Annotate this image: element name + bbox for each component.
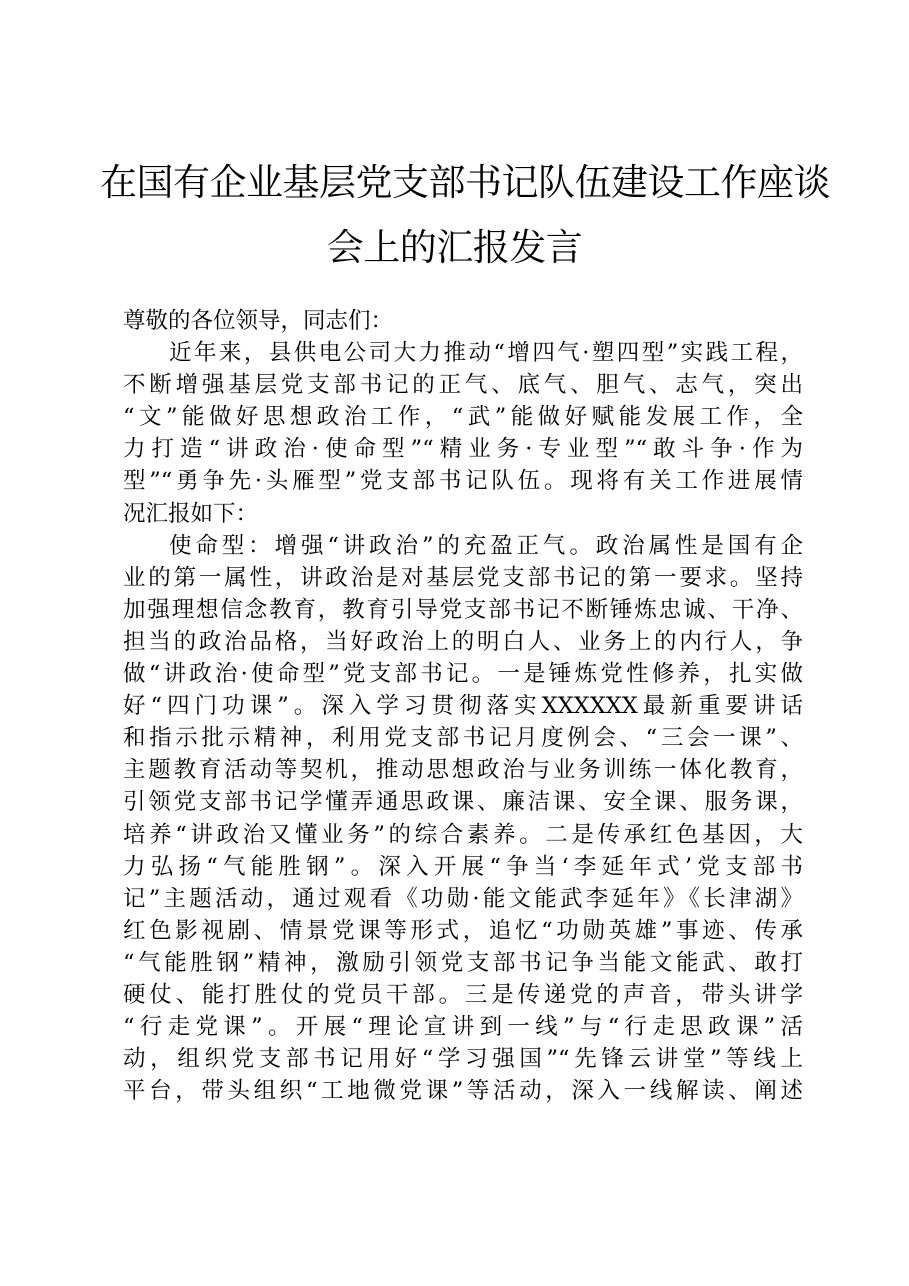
paragraph-2-line-16: “行走党课”。开展“理论宣讲到一线”与“行走思政课”活 [123, 1014, 803, 1041]
paragraph-2-line-18: 平台，带头组织“工地微党课”等活动，深入一线解读、阐述 [123, 1078, 803, 1105]
paragraph-2-line-17: 动，组织党支部书记用好“学习强国”“先锋云讲堂”等线上 [123, 1046, 803, 1073]
paragraph-2-line-8: 主题教育活动等契机，推动思想政治与业务训练一体化教育， [123, 757, 803, 784]
paragraph-2-line-9: 引领党支部书记学懂弄通思政课、廉洁课、安全课、服务课， [123, 789, 803, 816]
paragraph-2-line-13: 红色影视剧、情景党课等形式，追忆“功勋英雄”事迹、传承 [123, 917, 803, 944]
paragraph-1-line-6: 况汇报如下： [123, 500, 259, 527]
paragraph-2-line-4: 担当的政治品格，当好政治上的明白人、业务上的内行人，争 [123, 628, 803, 655]
paragraph-2-line-14: “气能胜钢”精神，激励引领党支部书记争当能文能武、敢打 [123, 949, 803, 976]
paragraph-2-line-5: 做“讲政治·使命型”党支部书记。一是锤炼党性修养，扎实做 [123, 661, 803, 688]
paragraph-1-line-2: 不断增强基层党支部书记的正气、底气、胆气、志气，突出 [123, 372, 803, 399]
document-title-line-1: 在国有企业基层党支部书记队伍建设工作座谈 [100, 161, 830, 204]
paragraph-2-line-10: 培养“讲政治又懂业务”的综合素养。二是传承红色基因，大 [123, 821, 803, 848]
paragraph-1-line-4: 力打造“讲政治·使命型”“精业务·专业型”“敢斗争·作为 [123, 436, 803, 463]
paragraph-2-line-12: 记”主题活动，通过观看《功勋·能文能武李延年》《长津湖》 [123, 885, 803, 912]
paragraph-2-line-3: 加强理想信念教育，教育引导党支部书记不断锤炼忠诚、干净、 [123, 596, 803, 623]
document-title-line-2: 会上的汇报发言 [326, 226, 583, 269]
paragraph-2-line-6: 好“四门功课”。深入学习贯彻落实XXXXXX最新重要讲话 [123, 693, 803, 720]
paragraph-2-line-11: 力弘扬“气能胜钢”。深入开展“争当‘李延年式’党支部书 [123, 853, 803, 880]
document-body [123, 305, 813, 1107]
paragraph-2-line-7: 和指示批示精神，利用党支部书记月度例会、“三会一课”、 [123, 725, 803, 752]
salutation: 尊敬的各位领导，同志们： [123, 308, 394, 334]
paragraph-2-line-1: 使命型：增强“讲政治”的充盈正气。政治属性是国有企 [169, 532, 803, 559]
paragraph-1-line-5: 型”“勇争先·头雁型”党支部书记队伍。现将有关工作进展情 [123, 468, 803, 495]
paragraph-2-line-2: 业的第一属性，讲政治是对基层党支部书记的第一要求。坚持 [123, 564, 803, 591]
paragraph-2-line-15: 硬仗、能打胜仗的党员干部。三是传递党的声音，带头讲学 [123, 981, 803, 1008]
paragraph-1-line-3: “文”能做好思想政治工作，“武”能做好赋能发展工作，全 [123, 404, 803, 431]
paragraph-1-line-1: 近年来，县供电公司大力推动“增四气·塑四型”实践工程， [169, 340, 803, 367]
